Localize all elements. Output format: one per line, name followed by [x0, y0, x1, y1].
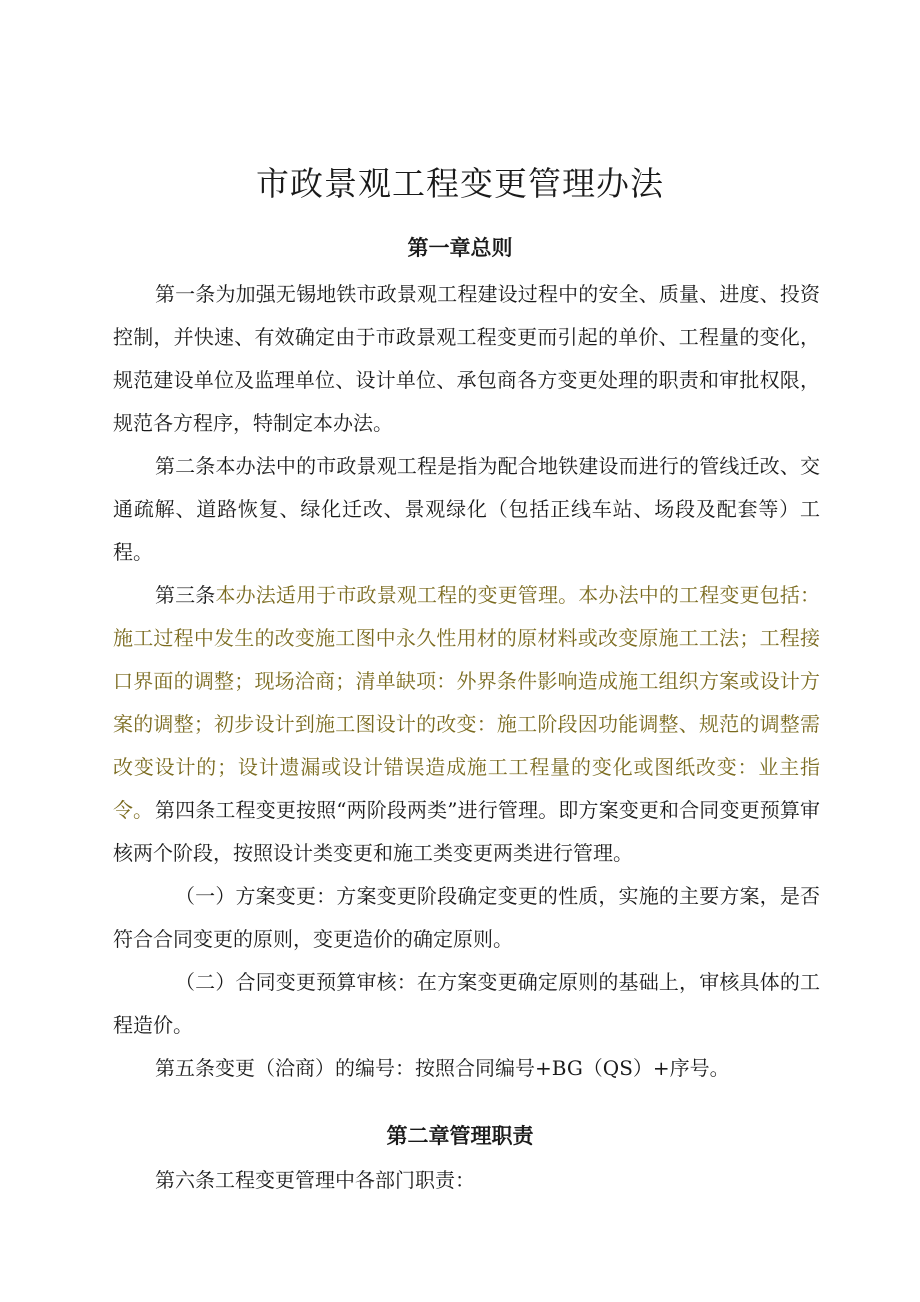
- document-title: 市政景观工程变更管理办法: [256, 164, 664, 203]
- article-6: 第六条工程变更管理中各部门职责：: [155, 1168, 475, 1192]
- article-1: 第一条为加强无锡地铁市政景观工程建设过程中的安全、质量、进度、投资控制，并快速、有效确定由于市政景观工程变更而引起的单价、工程量的变化，规范建设单位及监理单位、设计单位、承包商各方变更处理的职责和审批权限，规范各方程序，特制定本办法。: [113, 282, 820, 435]
- article-4-item-2: （二）合同变更预算审核：在方案变更确定原则的基础上，审核具体的工程造价。: [113, 970, 820, 1037]
- article-4: 第四条工程变更按照“两阶段两类”进行管理。即方案变更和合同变更预算审核两个阶段，按照设计类变更和施工类变更两类进行管理。: [113, 798, 820, 865]
- article-5: 第五条变更（洽商）的编号：按照合同编号+BG（QS）+序号。: [155, 1056, 730, 1080]
- chapter-1-heading: 第一章总则: [407, 236, 513, 260]
- chapter-2-heading: 第二章管理职责: [386, 1124, 534, 1148]
- article-3-lead: 第三条: [155, 583, 216, 607]
- article-2: 第二条本办法中的市政景观工程是指为配合地铁建设而进行的管线迁改、交通疏解、道路恢复、绿化迁改、景观绿化（包括正线车站、场段及配套等）工程。: [113, 454, 820, 564]
- article-3-body-highlighted: 本办法适用于市政景观工程的变更管理。本办法中的工程变更包括：施工过程中发生的改变施工图中永久性用材的原材料或改变原施工工法；工程接口界面的调整；现场洽商；清单缺项：外界条件影响造成施工组织方案或设计方案的调整；初步设计到施工图设计的改变：施工阶段因功能调整、规范的调整需改变设计的；设计遗漏或设计错误造成施工工程量的变化或图纸改变：业主指令。: [113, 583, 820, 822]
- article-4-item-1: （一）方案变更：方案变更阶段确定变更的性质，实施的主要方案，是否符合合同变更的原则，变更造价的确定原则。: [113, 884, 820, 951]
